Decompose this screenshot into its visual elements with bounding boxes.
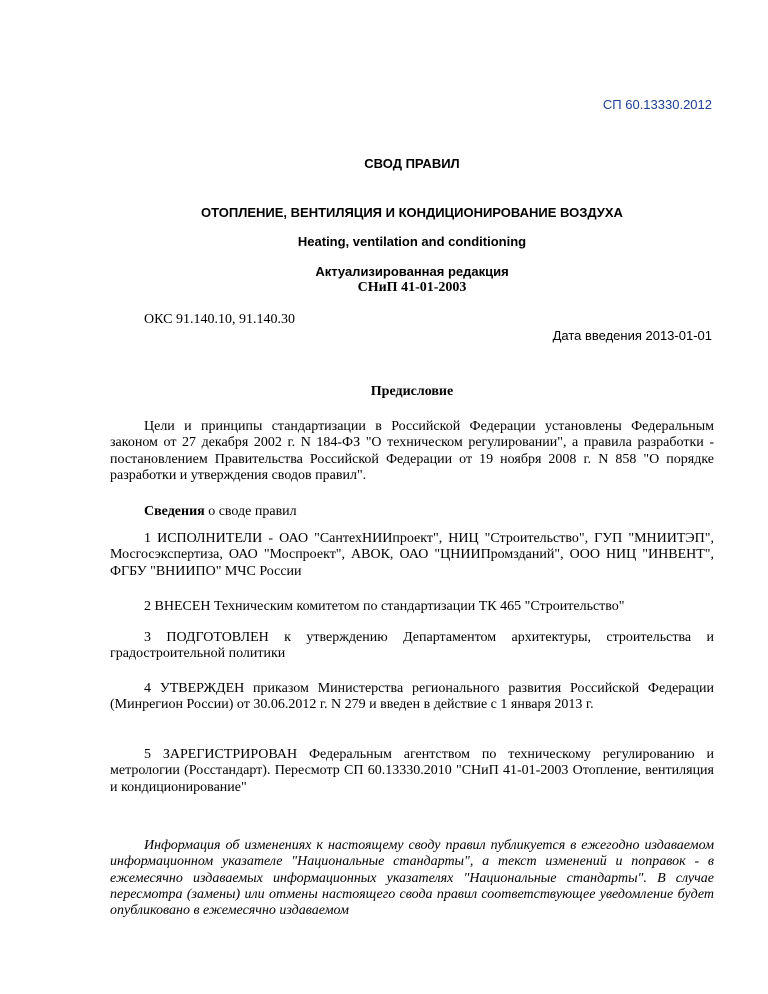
code-of-rules-heading: СВОД ПРАВИЛ bbox=[364, 156, 460, 171]
item-executors: 1 ИСПОЛНИТЕЛИ - ОАО "СантехНИИпроект", НИЦ "Строительство", ГУП "МНИИТЭП", Мосгосэкспертиза, ОАО "Моспроект", АВОК, ОАО "ЦНИИПромзданий", ООО НИЦ "ИНВЕНТ", ФГБУ "ВНИИПО" МЧС России bbox=[110, 531, 714, 579]
info-label-rest: о своде правил bbox=[204, 504, 297, 519]
document-title: ОТОПЛЕНИЕ, ВЕНТИЛЯЦИЯ И КОНДИЦИОНИРОВАНИЕ ВОЗДУХА bbox=[201, 205, 623, 220]
info-label: Сведения bbox=[144, 504, 205, 519]
edition-label: Актуализированная редакция bbox=[315, 264, 509, 279]
preface-goals-paragraph: Цели и принципы стандартизации в Российской Федерации установлены Федеральным законом от 27 декабря 2002 г. N 184-ФЗ "О техническом регулировании", а правила разработки - постановлением Правительства Российской Федерации от 19 ноября 2008 г. N 858 "О порядке разработки и утверждения сводов правил". bbox=[110, 419, 714, 483]
preface-heading: Предисловие bbox=[370, 384, 454, 399]
item-prepared: 3 ПОДГОТОВЛЕН к утверждению Департаментом архитектуры, строительства и градостроительной политики bbox=[110, 630, 714, 662]
item-registered: 5 ЗАРЕГИСТРИРОВАН Федеральным агентством по техническому регулированию и метрологии (Росстандарт). Пересмотр СП 60.13330.2010 "СНиП 41-01-2003 Отопление, вентиляция и кондиционирование" bbox=[110, 747, 714, 795]
snip-number: СНиП 41-01-2003 bbox=[357, 280, 467, 295]
changes-notice-paragraph: Информация об изменениях к настоящему своду правил публикуется в ежегодно издаваемом информационном указателе "Национальные стандарты", а текст изменений и поправок - в ежемесячно издаваемых информационных указателях "Национальные стандарты". В случае пересмотра (замены) или отмены настоящего свода правил соответствующее уведомление будет опубликовано в ежемесячно издаваемом bbox=[110, 838, 714, 919]
item-approved: 4 УТВЕРЖДЕН приказом Министерства регионального развития Российской Федерации (Минрегион России) от 30.06.2012 г. N 279 и введен в действие с 1 января 2013 г. bbox=[110, 681, 714, 713]
info-about-rules bbox=[110, 504, 714, 520]
item-introduced: 2 ВНЕСЕН Техническим комитетом по стандартизации ТК 465 "Строительство" bbox=[144, 599, 625, 614]
edition-block bbox=[110, 264, 714, 296]
document-number-link[interactable]: СП 60.13330.2012 bbox=[602, 97, 712, 112]
intro-date: Дата введения 2013-01-01 bbox=[552, 328, 712, 343]
document-title-english: Heating, ventilation and conditioning bbox=[297, 234, 527, 249]
oks-codes: ОКС 91.140.10, 91.140.30 bbox=[144, 312, 295, 327]
